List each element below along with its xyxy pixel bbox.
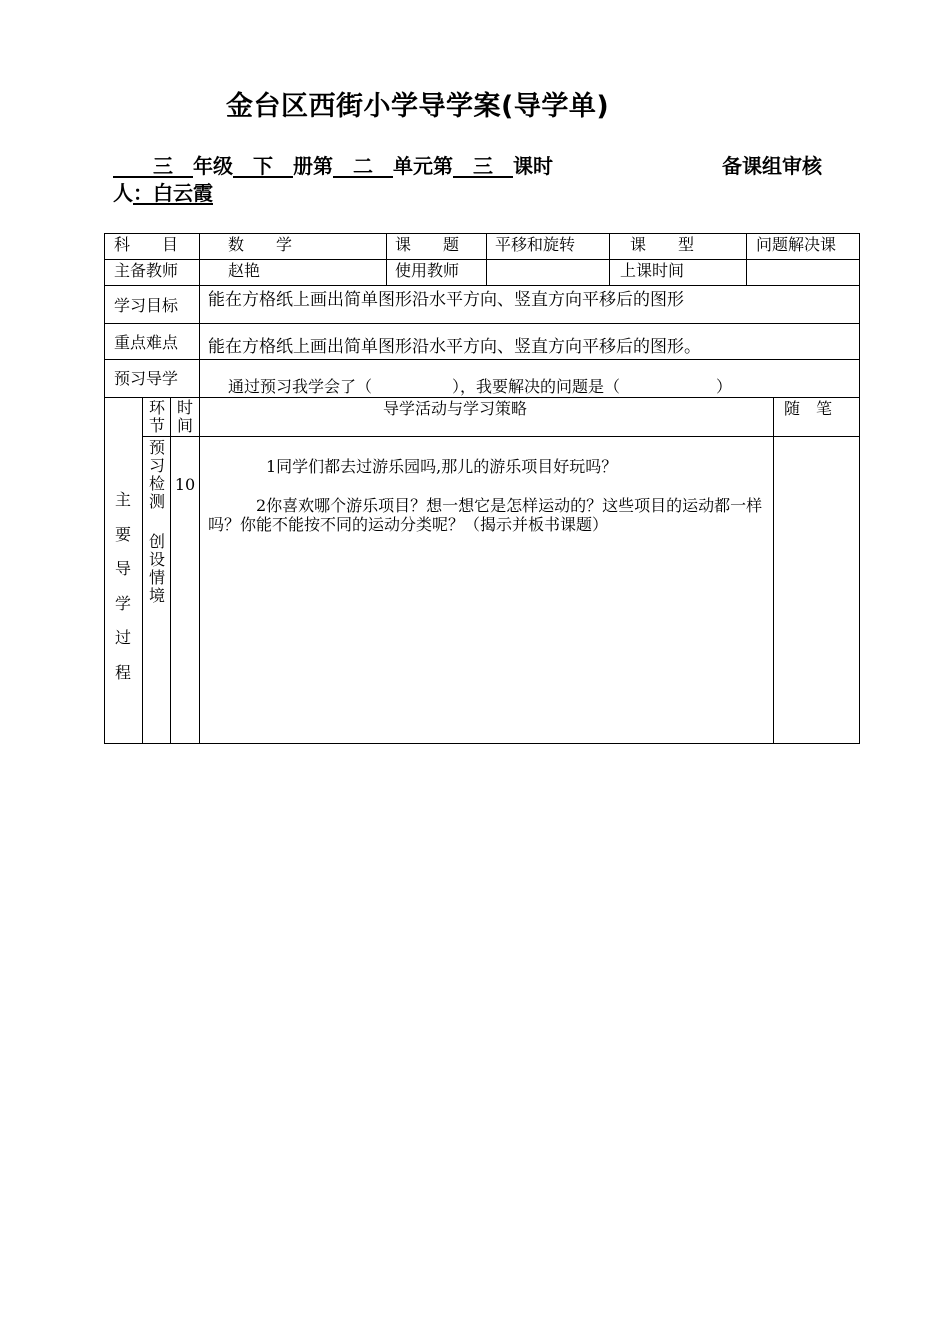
teacher-label: 主备教师 [114,261,179,280]
goal-label: 学习目标 [114,296,179,315]
reviewer-name-wrap: ：白云霞 [133,181,213,205]
unit-value: 二 [353,154,373,178]
key-value: 能在方格纸上画出简单图形沿水平方向、竖直方向平移后的图形。 [208,337,701,357]
reviewer-name: 白云霞 [153,181,213,205]
reviewer-label-cont: 人 [113,181,133,205]
lesson-suffix: 课时 [513,154,553,178]
user-teacher-label: 使用教师 [395,261,460,280]
stage-preview-check: 预习检测 [148,438,165,511]
lesson-value: 三 [473,154,493,178]
time-value: 10 [174,475,196,494]
type-value: 问题解决课 [756,235,837,254]
activity-question-1: 1同学们都去过游乐园吗,那儿的游乐项目好玩吗？ [266,457,618,476]
volume-value: 下 [253,154,273,178]
col-stage-header: 环节 [148,398,165,435]
topic-value: 平移和旋转 [495,235,576,254]
reviewer-label: 备课组审核 [722,154,822,178]
unit-suffix: 单元第 [393,154,453,178]
activity-question-2: 2你喜欢哪个游乐项目？想一想它是怎样运动的？这些项目的运动都一样吗？你能不能按不同的运动分类呢？（揭示并板书课题） [208,496,763,534]
preview-label: 预习导学 [114,369,179,388]
teacher-value: 赵艳 [228,261,261,280]
reviewer-line [113,177,213,206]
key-label: 重点难点 [114,333,179,352]
goal-value: 能在方格纸上画出简单图形沿水平方向、竖直方向平移后的图形 [208,290,684,310]
topic-label: 课 题 [395,235,460,254]
subject-value: 数 学 [228,235,293,254]
volume-suffix: 册第 [293,154,333,178]
lesson-info-line [113,150,553,179]
subject-label: 科 目 [114,235,179,254]
grade-value: 三 [153,154,173,178]
col-notes-header: 随 笔 [784,399,833,418]
type-label: 课 型 [630,235,695,254]
stage-create-scene: 创设情境 [148,532,165,605]
col-activity-header: 导学活动与学习策略 [383,399,528,418]
document-title: 金台区西街小学导学案(导学单) [226,91,610,122]
grade-suffix: 年级 [193,154,233,178]
process-label: 主要导学过程 [114,490,131,682]
col-time-header: 时间 [176,398,193,435]
class-time-label: 上课时间 [620,261,685,280]
preview-value: 通过预习我学会了（ ），我要解决的问题是（ ） [228,377,733,396]
